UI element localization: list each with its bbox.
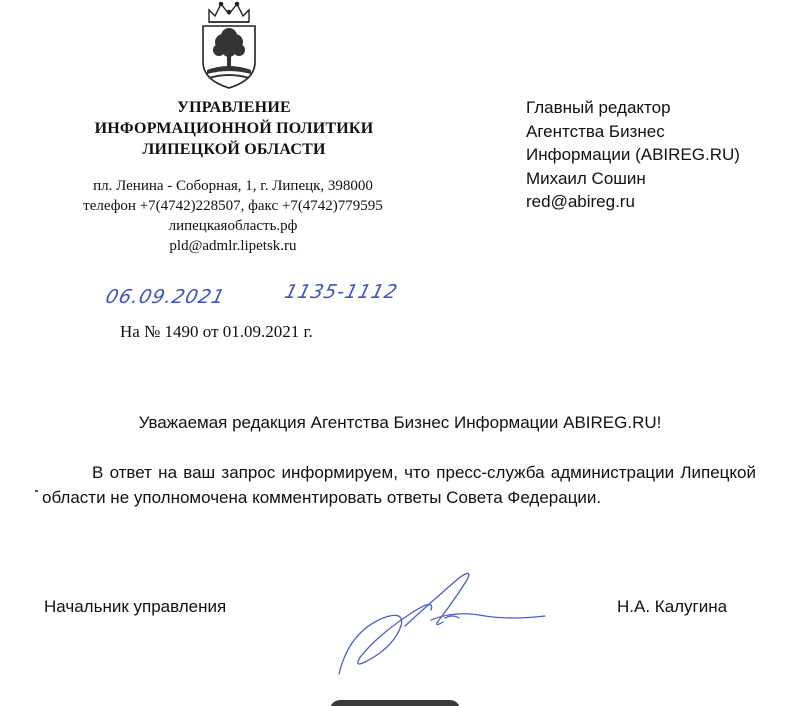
addressee-line: Главный редактор: [526, 98, 671, 117]
org-email: pld@admlr.lipetsk.ru: [169, 238, 297, 254]
scan-edge-shape: [330, 700, 460, 706]
org-website: липецкаяобласть.рф: [168, 218, 298, 234]
signatory-name: Н.А. Калугина: [617, 597, 728, 616]
signatory-role: Начальник управления: [44, 597, 227, 616]
addressee-block: [526, 96, 786, 214]
letter-body: В ответ на ваш запрос информируем, что пресс-служба администрации Липецкой области не уполномочена комментировать ответы Совета Федерации.: [42, 463, 756, 507]
handwritten-number: 1135-1112: [282, 281, 401, 303]
letter-greeting: Уважаемая редакция Агентства Бизнес Информации ABIREG.RU!: [138, 413, 662, 432]
addressee-line: Михаил Сошин: [526, 168, 646, 188]
addressee-line: Информации (ABIREG.RU): [526, 145, 740, 164]
scan-artifact: [35, 490, 38, 492]
lipetsk-coat-of-arms-icon: [193, 0, 265, 92]
organization-title: [60, 97, 408, 160]
reference-line: На № 1490 от 01.09.2021 г.: [120, 322, 313, 341]
handwritten-date: 06.09.2021: [103, 286, 228, 308]
org-line-1: УПРАВЛЕНИЕ: [177, 99, 291, 116]
org-phone-fax: телефон +7(4742)228507, факс +7(4742)779595: [83, 198, 383, 214]
org-address: пл. Ленина - Соборная, 1, г. Липецк, 398000: [93, 178, 373, 194]
addressee-line: Агентства Бизнес: [526, 121, 665, 141]
organization-contacts: [40, 176, 426, 256]
org-line-3: ЛИПЕЦКОЙ ОБЛАСТИ: [142, 141, 326, 158]
addressee-email: red@abireg.ru: [526, 192, 635, 211]
org-line-2: ИНФОРМАЦИОННОЙ ПОЛИТИКИ: [94, 120, 374, 137]
handwritten-signature-icon: [335, 562, 555, 682]
